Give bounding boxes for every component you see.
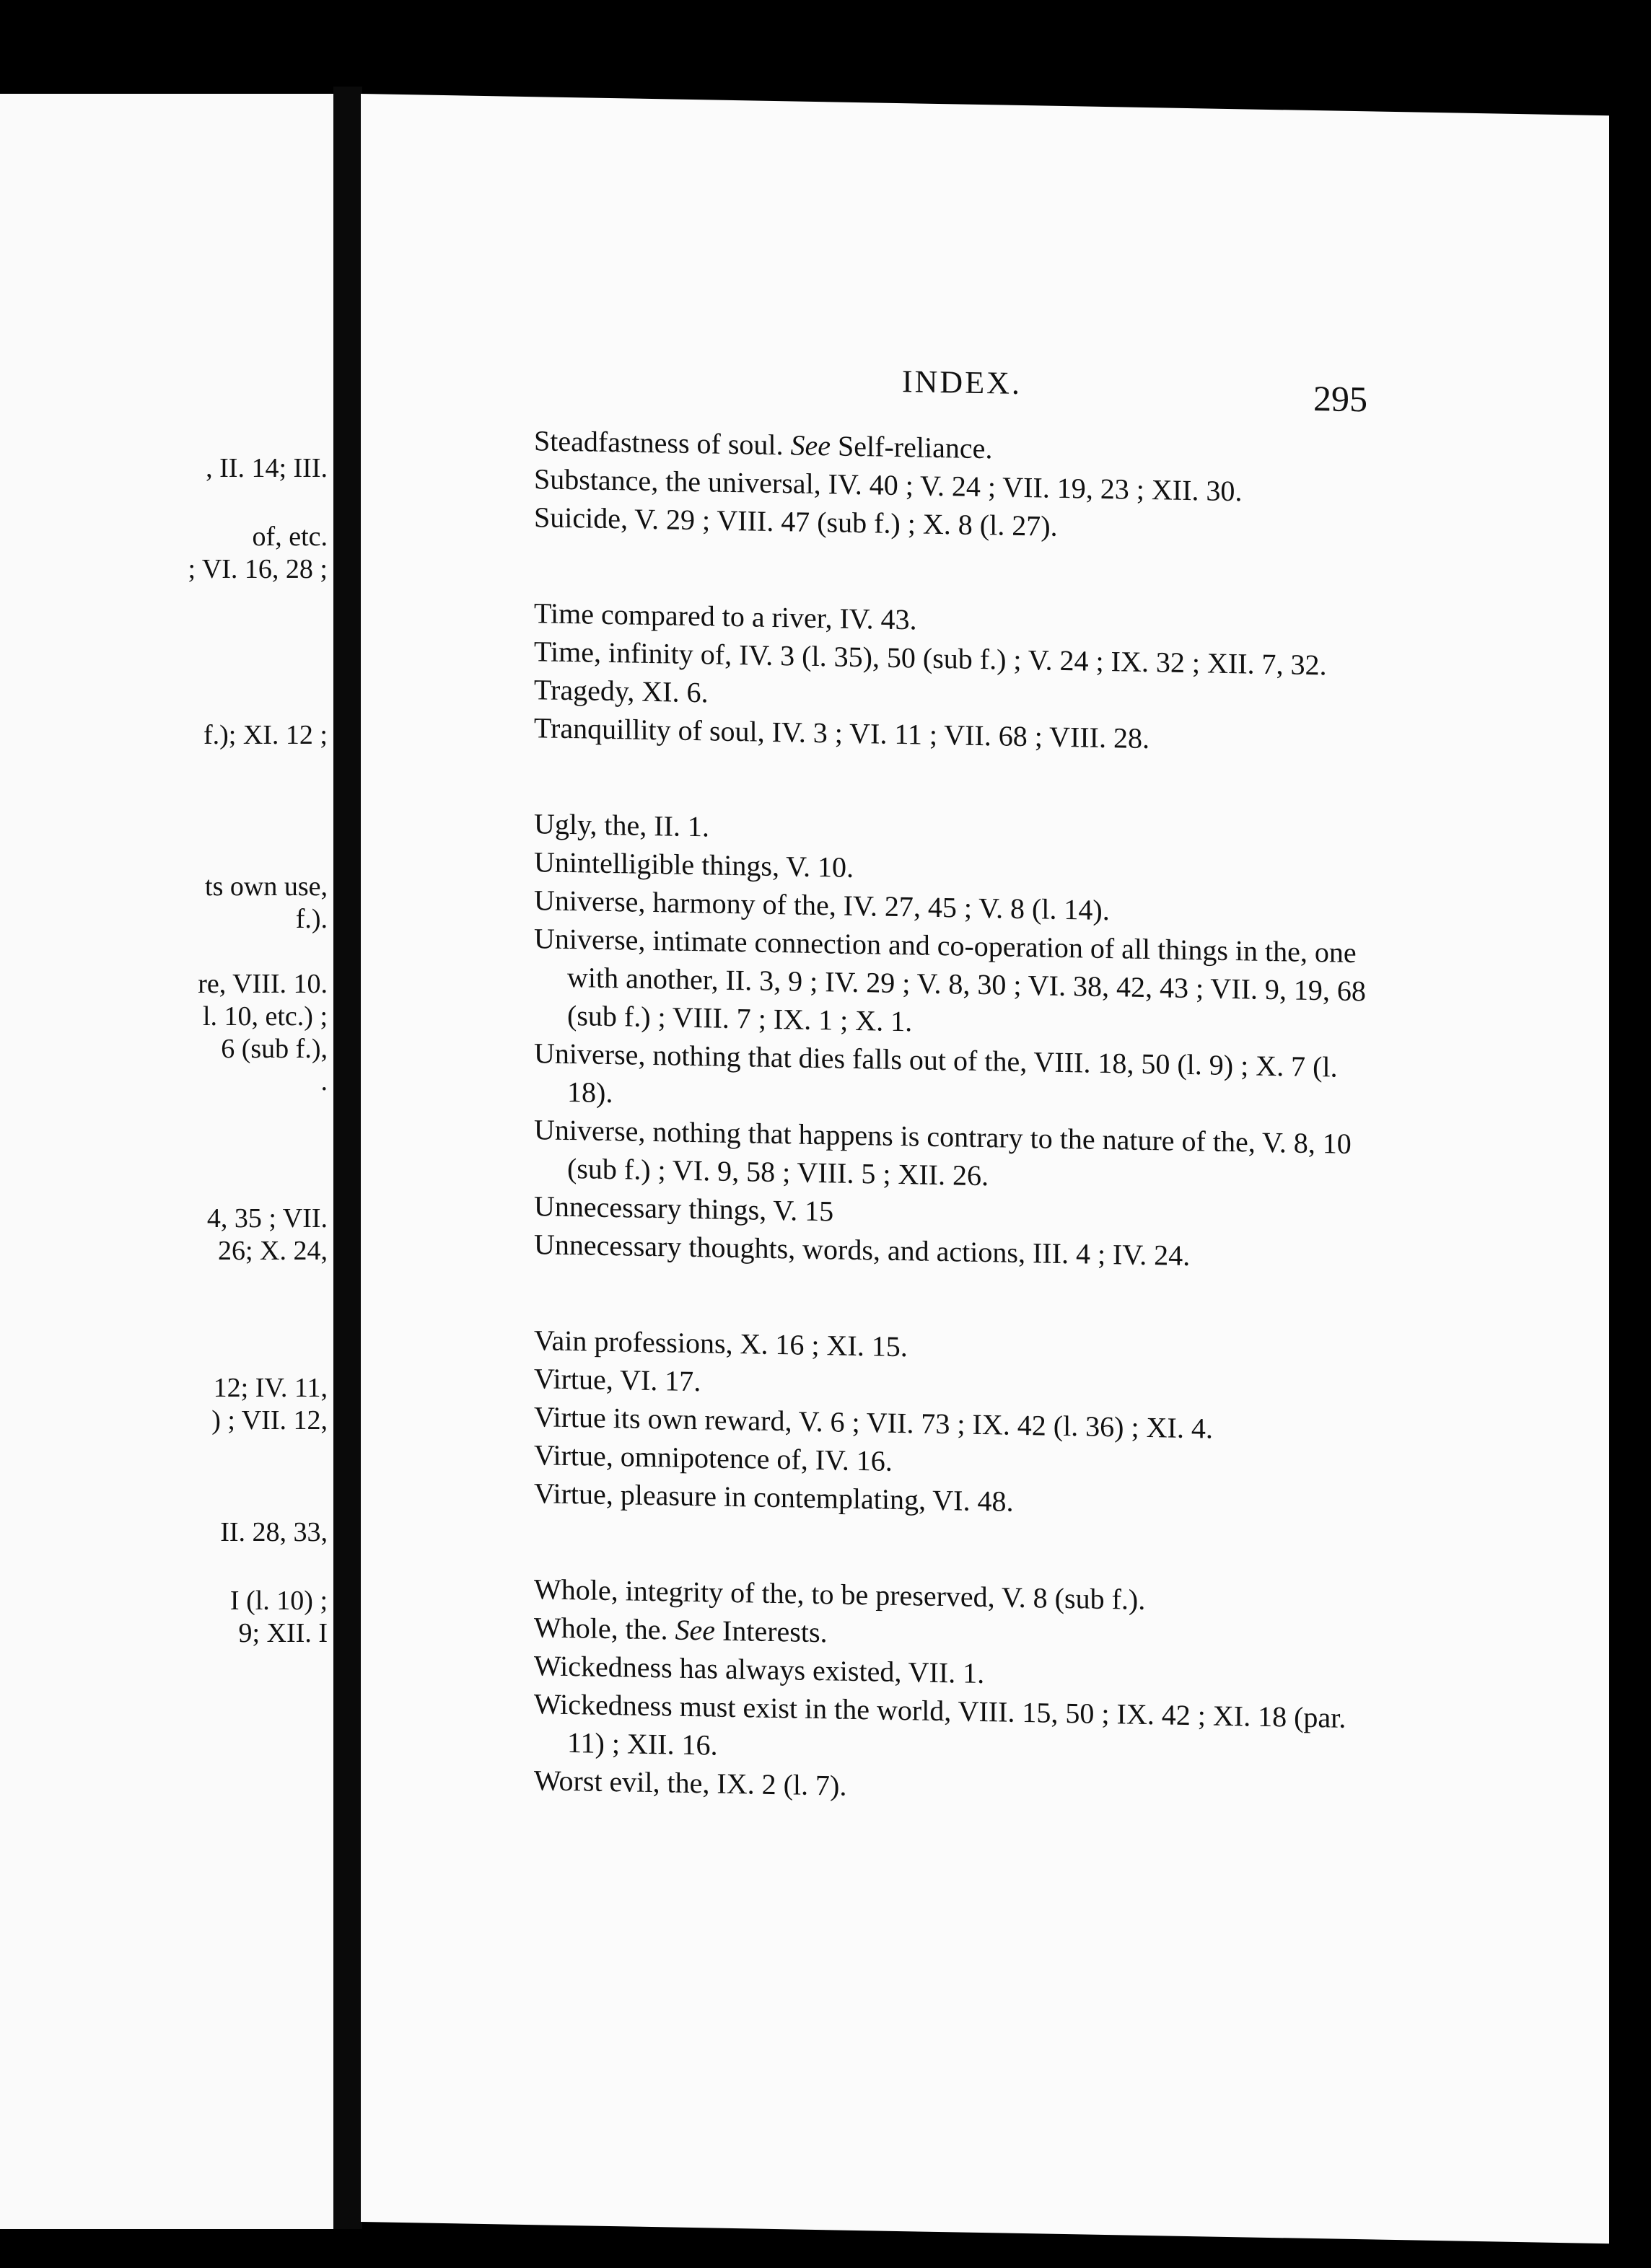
index-entry: Virtue, omnipotence of, IV. 16.	[534, 1438, 893, 1477]
index-entry: Unnecessary things, V. 15	[534, 1190, 834, 1228]
left-page-fragment: f.); XI. 12 ;	[203, 720, 328, 750]
index-letter-group	[534, 1570, 1385, 1814]
left-page-fragment: of, etc.	[252, 522, 328, 552]
see-reference-target: Interests.	[722, 1614, 828, 1649]
index-entry: Unintelligible things, V. 10.	[534, 845, 854, 884]
left-page-fragment: 26; X. 24,	[218, 1236, 328, 1266]
see-reference-target: Self-reliance.	[838, 429, 993, 465]
index-entry: Vain professions, X. 16 ; XI. 15.	[534, 1324, 908, 1363]
index-letter-group	[534, 421, 1385, 551]
index-entry: Wickedness must exist in the world, VIII. 15, 50 ; IX. 42 ; XI. 18 (par. 11) ; XII. 16.	[534, 1687, 1346, 1762]
left-page-fragment: f.).	[295, 904, 328, 934]
index-entry: Suicide, V. 29 ; VIII. 47 (sub f.) ; X. 8 (l. 27).	[534, 501, 1058, 542]
index-entry: Virtue its own reward, V. 6 ; VII. 73 ; IX. 42 (l. 36) ; XI. 4.	[534, 1400, 1213, 1445]
index-letter-group	[534, 1321, 1385, 1527]
index-page	[361, 94, 1609, 2243]
index-entry: Virtue, VI. 17.	[534, 1362, 701, 1398]
index-entry: Worst evil, the, IX. 2 (l. 7).	[534, 1764, 847, 1802]
left-page-fragment: II. 28, 33,	[220, 1517, 328, 1547]
book-gutter	[333, 87, 362, 2229]
left-page-fragment: 6 (sub f.),	[221, 1034, 328, 1064]
left-page-fragment: I (l. 10) ;	[229, 1586, 328, 1616]
left-facing-page	[0, 94, 333, 2229]
index-entry: Universe, intimate connection and co-operation of all things in the, one with another, II. 3, 9 ; IV. 29 ; V. 8, 30 ; VI. 38, 42, 43 ; VII. 9, 19, 68 (sub f.) ; VIII. 7 ; IX. 1 ; X. 1.	[534, 922, 1366, 1038]
left-page-fragment: ts own use,	[205, 871, 328, 902]
index-entry: Time, infinity of, IV. 3 (l. 35), 50 (sub f.) ; V. 24 ; IX. 32 ; XII. 7, 32.	[534, 635, 1327, 682]
left-page-fragment: 4, 35 ; VII.	[206, 1203, 328, 1234]
index-entry: Universe, nothing that happens is contrary to the nature of the, V. 8, 10 (sub f.) ; VI. 9, 58 ; VIII. 5 ; XII. 26.	[534, 1113, 1352, 1192]
index-entry: Virtue, pleasure in contemplating, VI. 48.	[534, 1477, 1014, 1518]
index-entry: Wickedness has always existed, VII. 1.	[534, 1649, 985, 1690]
index-letter-group	[534, 594, 1385, 762]
index-entry: Time compared to a river, IV. 43.	[534, 597, 917, 636]
index-entry: Ugly, the, II. 1.	[534, 807, 709, 843]
left-page-fragment: re, VIII. 10.	[198, 969, 328, 999]
index-entry: Whole, integrity of the, to be preserved, V. 8 (sub f.).	[534, 1573, 1146, 1616]
left-page-fragment: ) ; VII. 12,	[211, 1405, 328, 1436]
index-entry: Substance, the universal, IV. 40 ; V. 24 ; VII. 19, 23 ; XII. 30.	[534, 462, 1243, 508]
entry-heading: Whole, the.	[534, 1611, 668, 1646]
index-letter-group	[534, 804, 1385, 1278]
left-page-fragment: , II. 14; III.	[206, 453, 328, 483]
left-page-fragment: 12; IV. 11,	[213, 1373, 328, 1403]
entry-heading: Steadfastness of soul.	[534, 424, 784, 462]
running-head: INDEX.	[902, 364, 1022, 401]
index-entries	[534, 421, 1385, 1872]
index-entry: Tranquillity of soul, IV. 3 ; VI. 11 ; VII. 68 ; VIII. 28.	[534, 711, 1149, 755]
index-entry: Universe, nothing that dies falls out of the, VIII. 18, 50 (l. 9) ; X. 7 (l. 18).	[534, 1037, 1338, 1109]
index-entry: Unnecessary thoughts, words, and actions, III. 4 ; IV. 24.	[534, 1228, 1191, 1273]
see-reference-word: See	[790, 428, 831, 462]
left-page-fragment: l. 10, etc.) ;	[202, 1001, 328, 1032]
page-number: 295	[1313, 378, 1367, 420]
index-entry: Universe, harmony of the, IV. 27, 45 ; V. 8 (l. 14).	[534, 884, 1110, 927]
index-entry: Tragedy, XI. 6.	[534, 673, 709, 709]
left-page-fragment: 9; XII. I	[238, 1618, 328, 1648]
left-page-fragment: .	[320, 1066, 328, 1096]
left-page-fragment: ; VI. 16, 28 ;	[188, 554, 328, 584]
see-reference-word: See	[675, 1613, 716, 1647]
